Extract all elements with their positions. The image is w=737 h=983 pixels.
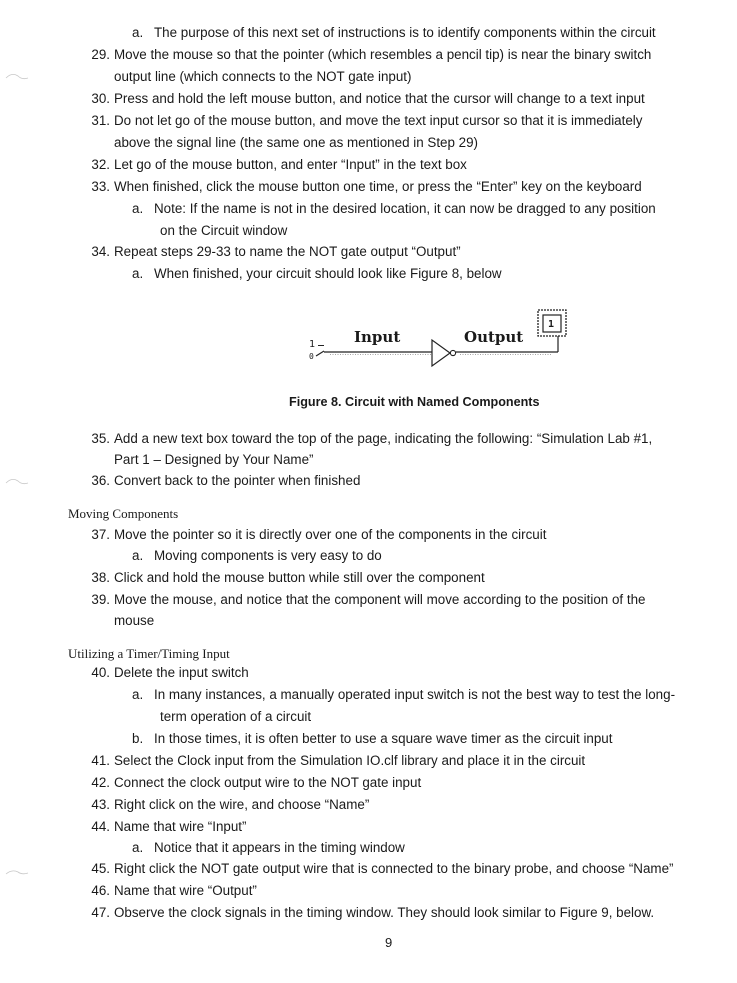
circuit-figure — [300, 306, 590, 378]
section-heading-timer: Utilizing a Timer/Timing Input — [68, 646, 230, 661]
step-34a: a. When finished, your circuit should look like Figure 8, below — [132, 266, 502, 281]
step-36: 36. Convert back to the pointer when finished — [91, 473, 361, 488]
step-40: 40. Delete the input switch — [91, 665, 249, 680]
step-29-cont: output line (which connects to the NOT gate input) — [114, 69, 412, 84]
figure-caption: Figure 8. Circuit with Named Components — [289, 395, 540, 409]
step-40a-cont: term operation of a circuit — [160, 709, 312, 724]
instruction-line: a. The purpose of this next set of instructions is to identify components within the circuit — [132, 25, 656, 40]
step-32: 32. Let go of the mouse button, and enter “Input” in the text box — [91, 157, 467, 172]
step-44a: a. Notice that it appears in the timing window — [132, 840, 405, 855]
margin-scan-marks — [0, 0, 40, 983]
switch-high-dash — [318, 345, 324, 346]
step-38: 38. Click and hold the mouse button while still over the component — [91, 570, 485, 585]
step-33a: a. Note: If the name is not in the desired location, it can now be dragged to any position — [132, 201, 656, 216]
step-40b: b. In those times, it is often better to use a square wave timer as the circuit input — [132, 731, 613, 746]
step-34: 34. Repeat steps 29-33 to name the NOT gate output “Output” — [91, 244, 461, 259]
step-30: 30. Press and hold the left mouse button, and notice that the cursor will change to a text input — [91, 91, 645, 106]
step-39: 39. Move the mouse, and notice that the component will move according to the position of the — [91, 592, 646, 607]
step-29: 29. Move the mouse so that the pointer (which resembles a pencil tip) is near the binary switch — [91, 47, 652, 62]
switch-wire — [316, 351, 324, 356]
step-35-cont: Part 1 – Designed by Your Name” — [114, 452, 314, 467]
step-37a: a. Moving components is very easy to do — [132, 548, 382, 563]
step-31: 31. Do not let go of the mouse button, and move the text input cursor so that it is immediately — [91, 113, 643, 128]
step-35: 35. Add a new text box toward the top of the page, indicating the following: “Simulation Lab #1, — [91, 431, 653, 446]
step-33a-cont: on the Circuit window — [160, 223, 288, 238]
not-gate-bubble — [450, 350, 455, 355]
step-47: 47. Observe the clock signals in the timing window. They should look similar to Figure 9, below. — [91, 905, 655, 920]
step-45: 45. Right click the NOT gate output wire that is connected to the binary probe, and choose “Name” — [91, 861, 674, 876]
step-39-cont: mouse — [114, 613, 155, 628]
probe-value: 1 — [548, 319, 555, 330]
step-41: 41. Select the Clock input from the Simulation IO.clf library and place it in the circuit — [91, 753, 586, 768]
section-heading-moving: Moving Components — [68, 506, 179, 521]
step-44: 44. Name that wire “Input” — [91, 819, 247, 834]
step-40a: a. In many instances, a manually operated input switch is not the best way to test the long- — [132, 687, 676, 702]
step-31-cont: above the signal line (the same one as mentioned in Step 29) — [114, 135, 479, 150]
step-37: 37. Move the pointer so it is directly over one of the components in the circuit — [91, 527, 547, 542]
circuit-diagram — [300, 306, 590, 378]
step-33: 33. When finished, click the mouse button one time, or press the “Enter” key on the keyboard — [91, 179, 642, 194]
not-gate-icon — [432, 340, 450, 366]
step-46: 46. Name that wire “Output” — [91, 883, 257, 898]
input-wire-label: Input — [354, 328, 401, 346]
switch-low-label: 0 — [309, 352, 314, 361]
step-43: 43. Right click on the wire, and choose “Name” — [91, 797, 370, 812]
output-wire-label: Output — [464, 328, 524, 346]
switch-high-label: 1 — [309, 339, 316, 350]
page-number: 9 — [385, 935, 393, 950]
step-42: 42. Connect the clock output wire to the NOT gate input — [91, 775, 422, 790]
